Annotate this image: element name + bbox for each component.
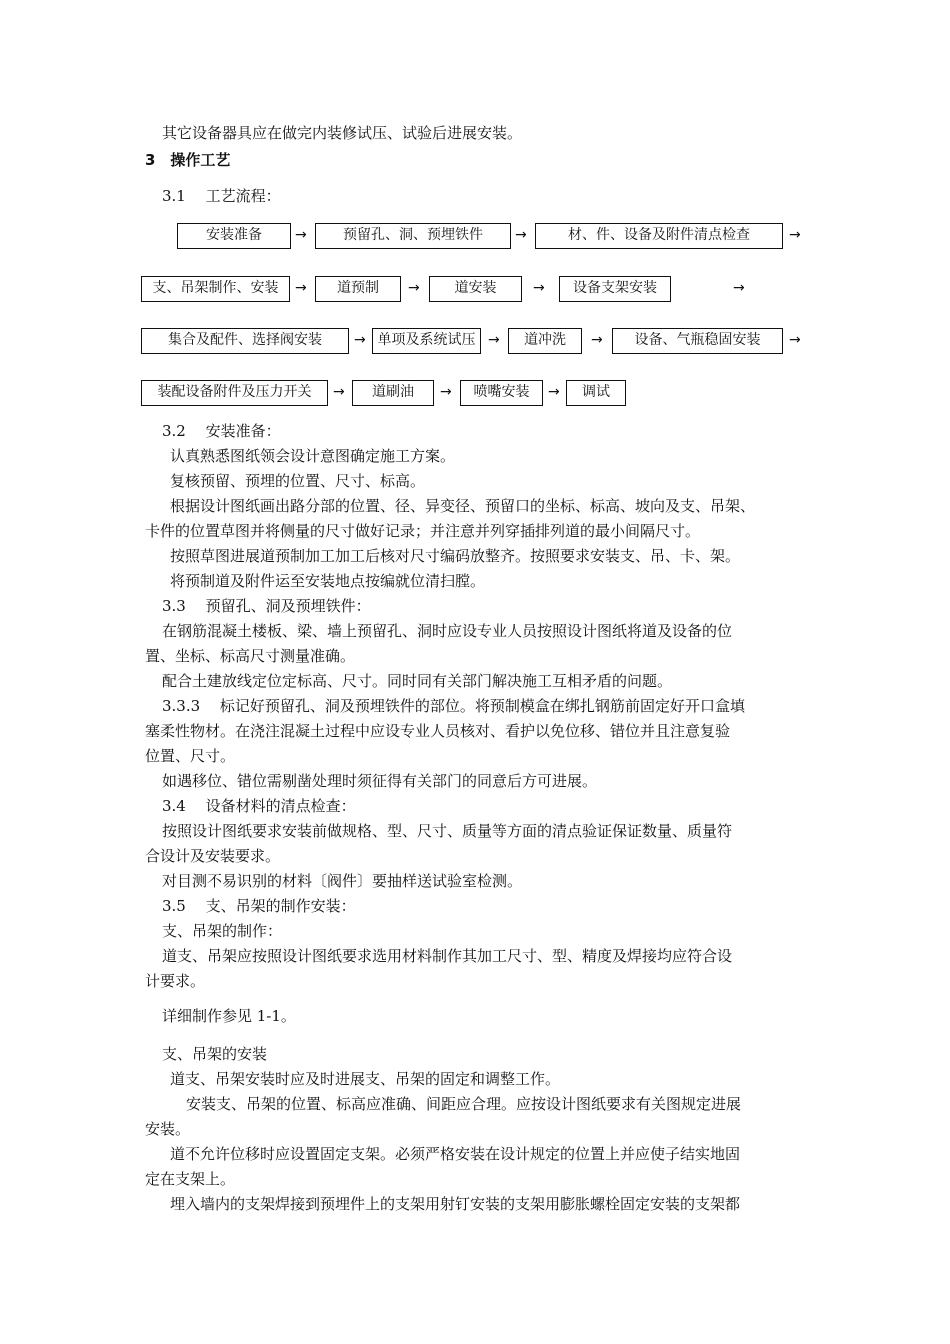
subheading: 支、吊架的安装: [162, 1045, 268, 1063]
section-3-3-heading: 3.3 预留孔、洞及预埋铁件：: [162, 597, 371, 615]
paragraph: 置、坐标、标高尺寸测量准确。: [145, 647, 356, 665]
paragraph: 安装。: [145, 1120, 191, 1138]
subheading: 支、吊架的制作：: [162, 922, 283, 940]
flow-arrow: →: [488, 332, 500, 348]
flow-arrow: →: [440, 384, 452, 400]
flow-step-manifold-valve: 集合及配件、选择阀安装: [141, 328, 349, 354]
section-3-5-heading: 3.5 支、吊架的制作安装：: [162, 897, 356, 915]
flow-step-painting: 道刷油: [352, 380, 434, 406]
paragraph: 卡件的位置草图并将侧量的尺寸做好记录；并注意并列穿插排列道的最小间隔尺寸。: [145, 522, 701, 540]
flow-step-pressure-test: 单项及系统试压: [372, 328, 481, 354]
paragraph: 埋入墙内的支架焊接到预埋件上的支架用射钉安装的支架用膨胀螺栓固定安装的支架都: [170, 1195, 741, 1213]
paragraph: 按照设计图纸要求安装前做规格、型、尺寸、质量等方面的清点验证保证数量、质量符: [162, 822, 733, 840]
flow-step-pressure-switch: 装配设备附件及压力开关: [141, 380, 328, 406]
paragraph: 道支、吊架安装时应及时进展支、吊架的固定和调整工作。: [170, 1070, 561, 1088]
intro-paragraph: 其它设备器具应在做完内装修试压、试验后进展安装。: [162, 124, 523, 142]
flow-step-pipe-install: 道安装: [429, 276, 522, 302]
section-3-4-heading: 3.4 设备材料的清点检查：: [162, 797, 356, 815]
paragraph: 详细制作参见 1-1。: [162, 1007, 296, 1025]
flow-step-nozzle-install: 喷嘴安装: [460, 380, 543, 406]
section-3-1-heading: 3.1 工艺流程：: [162, 187, 281, 205]
flow-step-material-check: 材、件、设备及附件清点检查: [535, 223, 783, 249]
flow-step-equipment-bracket: 设备支架安装: [559, 276, 671, 302]
flow-arrow: →: [515, 227, 527, 243]
paragraph: 配合土建放线定位定标高、尺寸。同时同有关部门解决施工互相矛盾的问题。: [162, 672, 673, 690]
paragraph: 将预制道及附件运至安装地点按编就位清扫膛。: [170, 572, 486, 590]
paragraph: 计要求。: [145, 972, 206, 990]
flow-arrow: →: [548, 384, 560, 400]
flow-step-flushing: 道冲洗: [508, 328, 582, 354]
flow-arrow: →: [295, 280, 307, 296]
flow-arrow: →: [789, 332, 801, 348]
paragraph: 复核预留、预埋的位置、尺寸、标高。: [170, 472, 426, 490]
paragraph: 道支、吊架应按照设计图纸要求选用材料制作其加工尺寸、型、精度及焊接均应符合设: [162, 947, 733, 965]
paragraph: 3.3.3 标记好预留孔、洞及预埋铁件的部位。将预制模盒在绑扎钢筋前固定好开口盒填: [162, 697, 745, 715]
paragraph: 塞柔性物材。在浇注混凝土过程中应设专业人员核对、看护以免位移、错位并且注意复验: [145, 722, 731, 740]
paragraph: 位置、尺寸。: [145, 747, 236, 765]
flow-arrow: →: [789, 227, 801, 243]
paragraph: 对目测不易识别的材料〔阀件〕要抽样送试验室检测。: [162, 872, 523, 890]
flow-arrow: →: [295, 227, 307, 243]
flow-step-reserve-holes: 预留孔、洞、预埋铁件: [315, 223, 511, 249]
flow-arrow: →: [733, 280, 745, 296]
flow-step-install-prep: 安装准备: [177, 223, 291, 249]
paragraph: 根据设计图纸画出路分部的位置、径、异变径、预留口的坐标、标高、坡向及支、吊架、: [170, 497, 756, 515]
flow-step-commissioning: 调试: [566, 380, 626, 406]
paragraph: 如遇移位、错位需剔凿处理时须征得有关部门的同意后方可进展。: [162, 772, 598, 790]
paragraph: 定在支架上。: [145, 1170, 236, 1188]
flow-arrow: →: [591, 332, 603, 348]
paragraph: 合设计及安装要求。: [145, 847, 281, 865]
paragraph: 在钢筋混凝土楼板、梁、墙上预留孔、洞时应设专业人员按照设计图纸将道及设备的位: [162, 622, 733, 640]
flow-arrow: →: [354, 332, 366, 348]
flow-step-cylinder-install: 设备、气瓶稳固安装: [612, 328, 783, 354]
flow-step-support-fabrication: 支、吊架制作、安装: [141, 276, 290, 302]
section-3-heading: 3 操作工艺: [145, 151, 231, 169]
section-3-2-heading: 3.2 安装准备：: [162, 422, 281, 440]
paragraph: 按照草图进展道预制加工加工后核对尺寸编码放整齐。按照要求安装支、吊、卡、架。: [170, 547, 741, 565]
flow-arrow: →: [333, 384, 345, 400]
flow-step-prefabrication: 道预制: [315, 276, 401, 302]
flow-arrow: →: [408, 280, 420, 296]
paragraph: 道不允许位移时应设置固定支架。必须严格安装在设计规定的位置上并应使子结实地固: [170, 1145, 741, 1163]
paragraph: 认真熟悉图纸领会设计意图确定施工方案。: [170, 447, 456, 465]
flow-arrow: →: [533, 280, 545, 296]
paragraph: 安装支、吊架的位置、标高应准确、间距应合理。应按设计图纸要求有关图规定进展: [186, 1095, 742, 1113]
